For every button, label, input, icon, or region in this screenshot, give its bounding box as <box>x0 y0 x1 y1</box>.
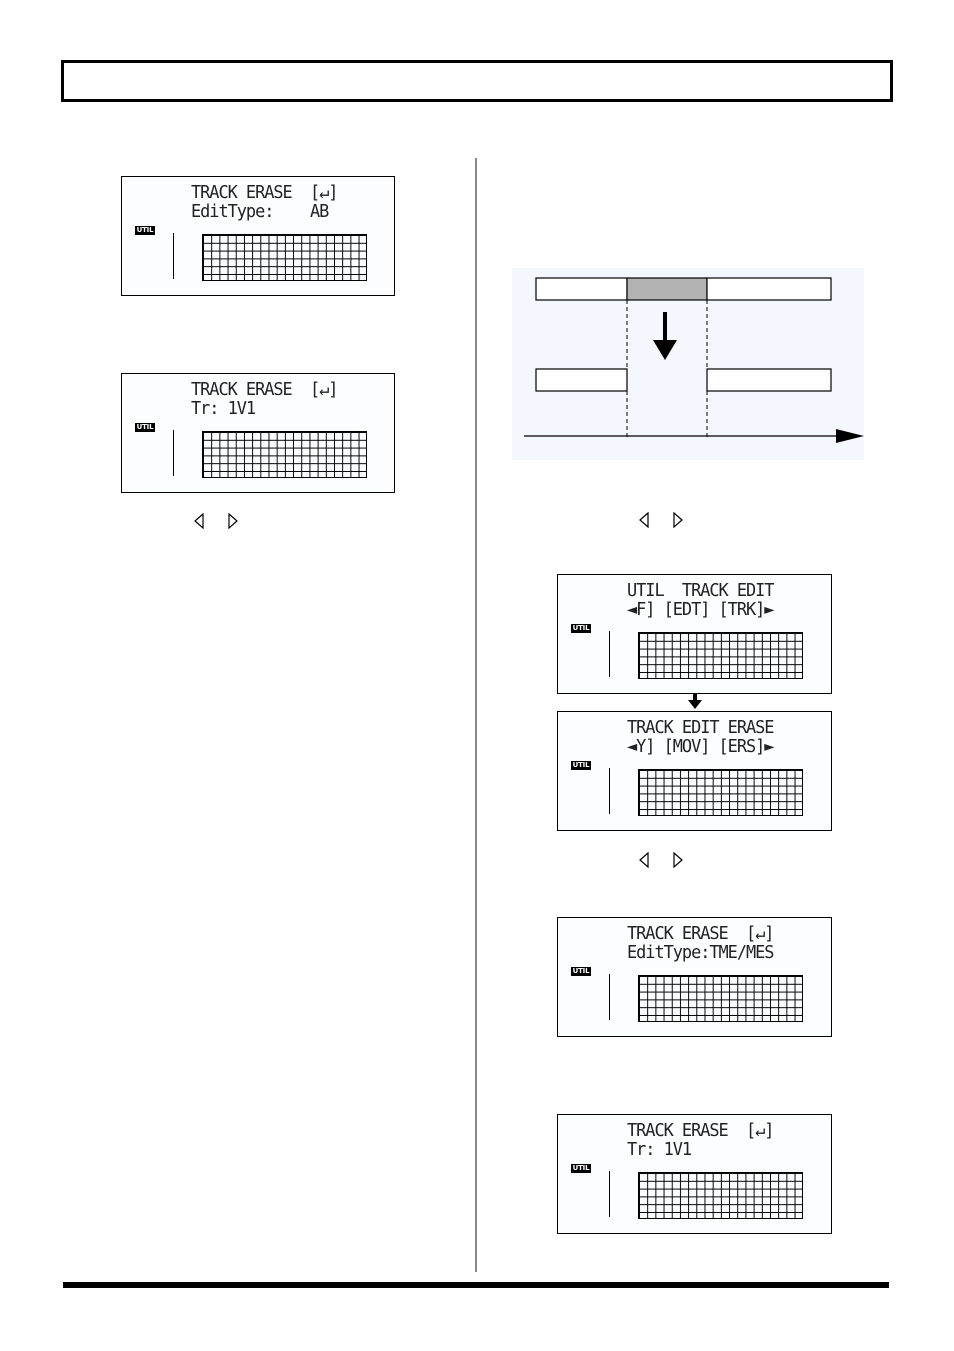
lcd-screen-track-select <box>121 373 395 493</box>
lcd-screen-track-edit-erase <box>557 711 832 831</box>
track-after-left <box>536 369 627 391</box>
lcd-line-1: TRACK ERASE [↵] <box>191 379 338 400</box>
lcd-level-grid <box>638 1172 803 1219</box>
lcd-divider <box>609 631 610 677</box>
column-divider <box>475 158 477 1272</box>
lcd-divider <box>609 974 610 1020</box>
lcd-line-1: TRACK ERASE [↵] <box>627 923 774 944</box>
util-badge: UTIL <box>572 761 590 769</box>
lcd-line-2: ◄Y] [MOV] [ERS]► <box>627 736 774 757</box>
cursor-left-right-icon <box>638 852 684 868</box>
cursor-left-right-icon <box>193 513 239 529</box>
lcd-level-grid <box>638 769 803 816</box>
lcd-line-2: ◄F] [EDT] [TRK]► <box>627 599 774 620</box>
lcd-divider <box>609 1171 610 1217</box>
erase-diagram <box>512 268 864 460</box>
lcd-divider <box>173 430 174 476</box>
lcd-screen-edittype-ab <box>121 176 395 296</box>
track-before-left <box>536 278 627 300</box>
footer-rule <box>63 1282 889 1288</box>
lcd-level-grid <box>638 632 803 679</box>
lcd-level-grid <box>638 975 803 1022</box>
lcd-line-1: TRACK ERASE [↵] <box>191 182 338 203</box>
lcd-line-1: TRACK EDIT ERASE <box>627 717 774 738</box>
erased-region <box>627 278 707 300</box>
lcd-screen-util-track-edit <box>557 574 832 694</box>
lcd-line-2: Tr: 1V1 <box>627 1139 692 1160</box>
lcd-level-grid <box>202 234 367 281</box>
lcd-line-1: TRACK ERASE [↵] <box>627 1120 774 1141</box>
track-before-right <box>707 278 831 300</box>
lcd-line-2: Tr: 1V1 <box>191 398 256 419</box>
lcd-line-2: EditType:TME/MES <box>627 942 774 963</box>
lcd-divider <box>609 768 610 814</box>
util-badge: UTIL <box>136 226 154 234</box>
cursor-left-right-icon <box>638 512 684 528</box>
util-badge: UTIL <box>572 1164 590 1172</box>
util-badge: UTIL <box>572 624 590 632</box>
util-badge: UTIL <box>136 423 154 431</box>
lcd-line-1: UTIL TRACK EDIT <box>627 580 774 601</box>
erase-diagram-svg <box>512 268 864 460</box>
lcd-screen-track-select-2 <box>557 1114 832 1234</box>
page-header-box <box>61 60 893 102</box>
lcd-screen-edittype-tme-mes <box>557 917 832 1037</box>
lcd-line-2: EditType: AB <box>191 201 329 222</box>
track-after-right <box>707 369 831 391</box>
util-badge: UTIL <box>572 967 590 975</box>
lcd-divider <box>173 233 174 279</box>
lcd-level-grid <box>202 431 367 478</box>
